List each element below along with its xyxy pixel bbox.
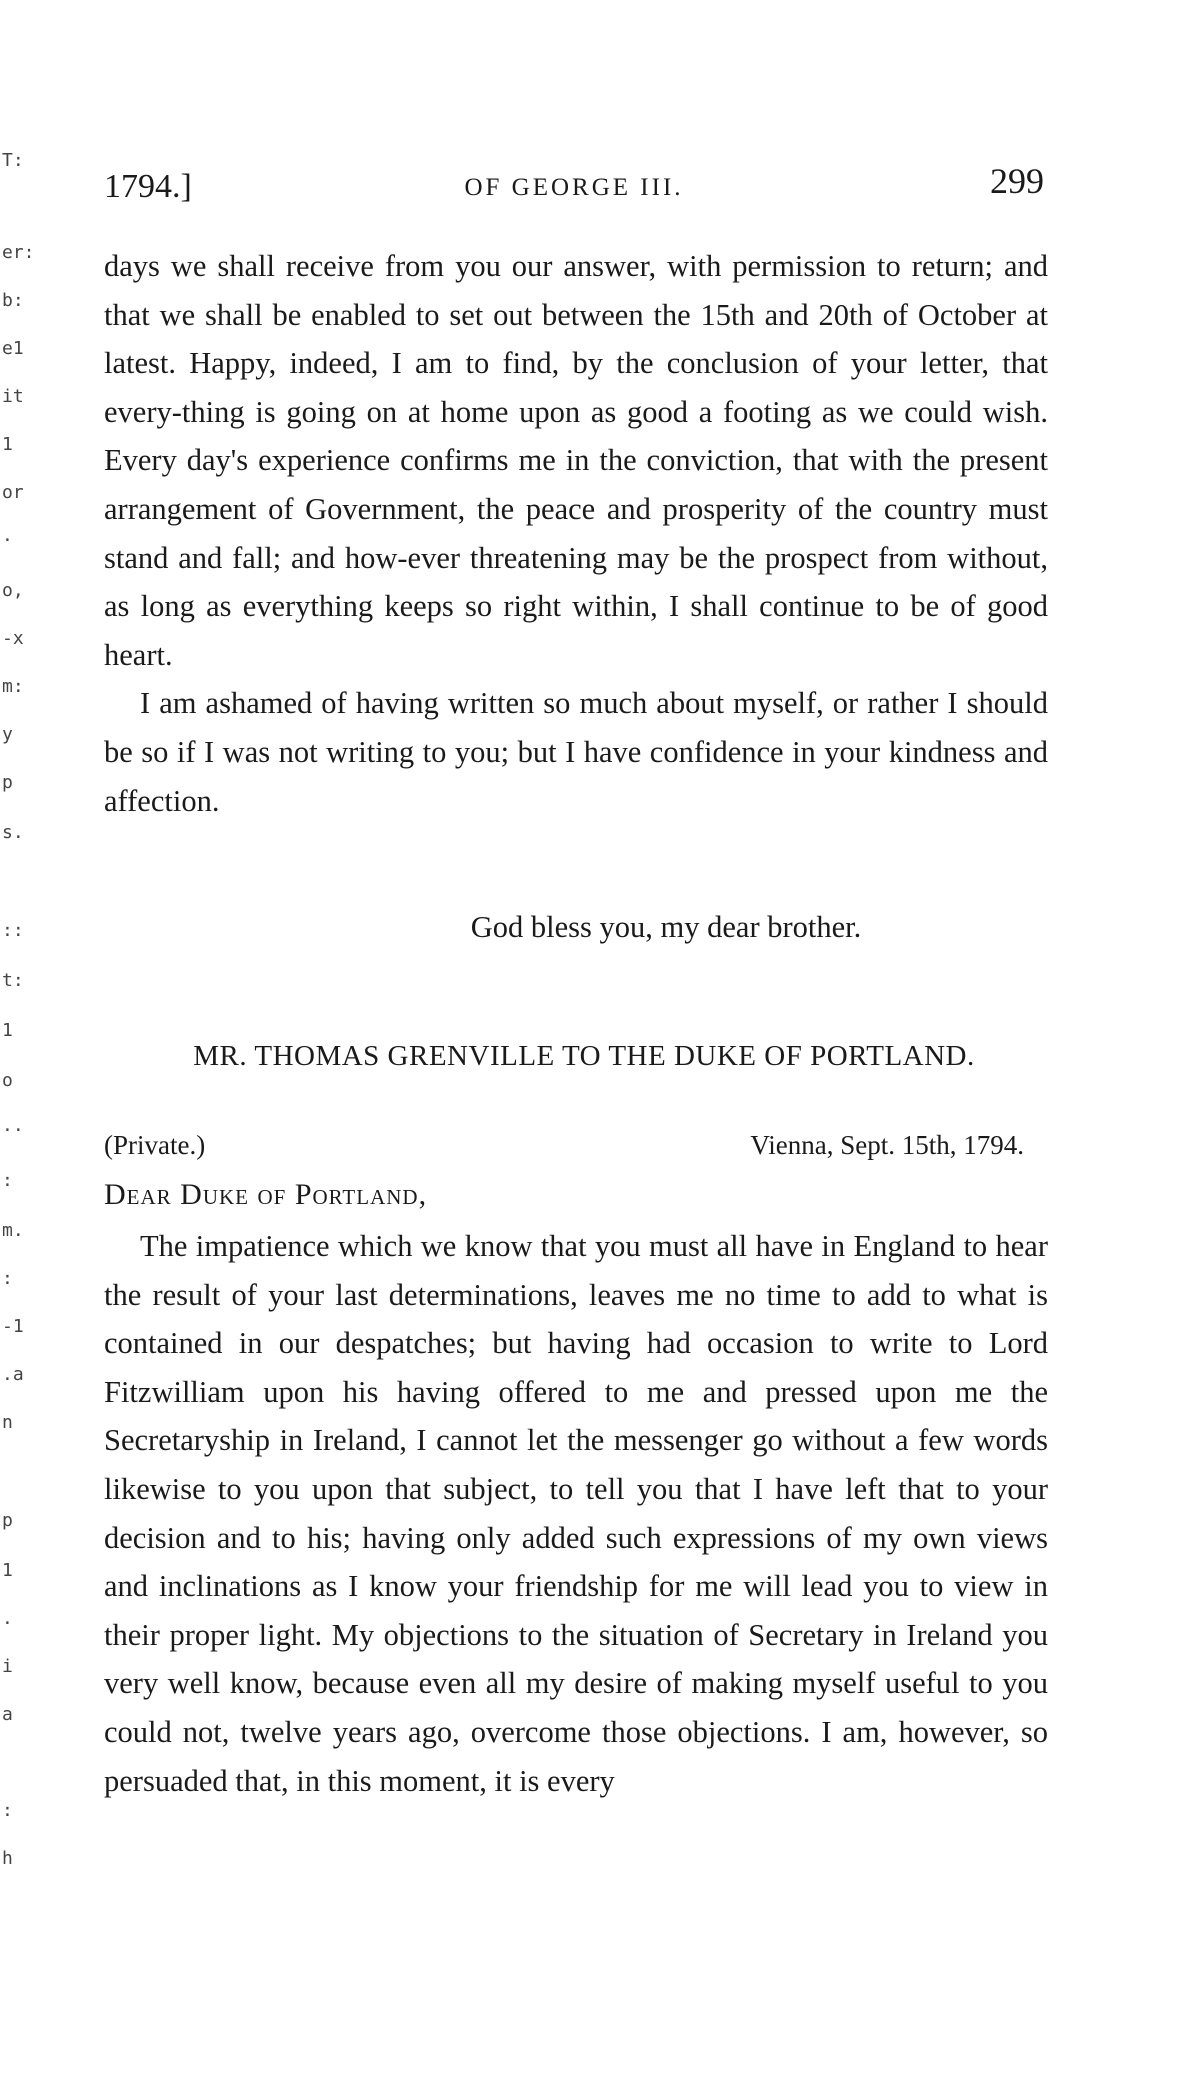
running-head-title: OF GEORGE III.: [464, 174, 684, 201]
margin-scrap: ··: [2, 1120, 24, 1141]
margin-scrap: ·: [2, 530, 13, 551]
margin-scrap: 1: [2, 434, 13, 455]
margin-scrap: e1: [2, 338, 24, 359]
margin-scrap: :: [2, 1800, 13, 1821]
running-head: [104, 160, 1044, 210]
margin-scrap: 1: [2, 1560, 13, 1581]
running-head-year: 1794.]: [104, 168, 192, 205]
margin-scrap: m:: [2, 676, 24, 697]
margin-scrap: 1: [2, 1020, 13, 1041]
margin-scrap: .a: [2, 1364, 24, 1385]
continued-letter-text: [104, 242, 1048, 825]
margin-scrap: -1: [2, 1316, 24, 1337]
margin-scrap: p: [2, 772, 13, 793]
margin-scrap: :: [2, 1268, 13, 1289]
margin-scrap: y: [2, 724, 13, 745]
margin-scrap: s.: [2, 822, 24, 843]
margin-scrap: .: [2, 1608, 13, 1629]
margin-scrap: a: [2, 1704, 13, 1725]
margin-scrap: er:: [2, 242, 35, 263]
paragraph: The impatience which we know that you must all have in England to hear the result of your last determinations, leaves me no time to add to what is contained in our despatches; but having had occasion to write to Lord Fitzwilliam upon his having offered to me and pressed upon me the Secretaryship in Ireland, I cannot let the messenger go without a few words likewise to you upon that subject, to tell you that I have left that to your decision and to his; having only added such expressions of my own views and inclinations as I know your friendship for me will lead you to view in their proper light. My objections to the situation of Secretary in Ireland you very well know, because even all my desire of making myself useful to you could not, twelve years ago, overcome those objections. I am, however, so persuaded that, in this moment, it is every: [104, 1229, 1048, 1798]
margin-scrap: :: [2, 1170, 13, 1191]
margin-scrap: ::: [2, 920, 24, 941]
margin-scrap: b:: [2, 290, 24, 311]
letter-heading: MR. THOMAS GRENVILLE TO THE DUKE OF PORTLAND.: [193, 1040, 975, 1072]
letter-body: [104, 1222, 1048, 1805]
signoff: God bless you, my dear brother.: [470, 910, 862, 944]
letter-note: (Private.): [104, 1130, 206, 1160]
margin-scrap: it: [2, 386, 24, 407]
margin-scrap: i: [2, 1656, 13, 1677]
salutation: Dear Duke of Portland,: [104, 1178, 428, 1211]
margin-scrap: n: [2, 1412, 13, 1433]
paragraph: I am ashamed of having written so much about myself, or rather I should be so if I was not writing to you; but I have confidence in your kindness and affection.: [104, 686, 1048, 818]
page-number: 299: [990, 161, 1044, 201]
gutter-bleed-through: [2, 150, 46, 1950]
margin-scrap: p: [2, 1510, 13, 1531]
margin-scrap: o: [2, 1070, 13, 1091]
paragraph: days we shall receive from you our answer, with permission to return; and that we shall be enabled to set out between the 15th and 20th of October at latest. Happy, indeed, I am to find, by the conclusion of your letter, that every-thing is going on at home upon as good a footing as we could wish. Every day's experience confirms me in the conviction, that with the present arrangement of Government, the peace and prosperity of the country must stand and fall; and how-ever threatening may be the prospect from without, as long as everything keeps so right within, I shall continue to be of good heart.: [104, 249, 1048, 672]
margin-scrap: h: [2, 1848, 13, 1869]
margin-scrap: or: [2, 482, 24, 503]
margin-scrap: t:: [2, 970, 24, 991]
margin-scrap: T:: [2, 150, 24, 171]
margin-scrap: -x: [2, 628, 24, 649]
margin-scrap: m.: [2, 1220, 24, 1241]
margin-scrap: o,: [2, 580, 24, 601]
letter-place-date: Vienna, Sept. 15th, 1794.: [750, 1130, 1024, 1160]
